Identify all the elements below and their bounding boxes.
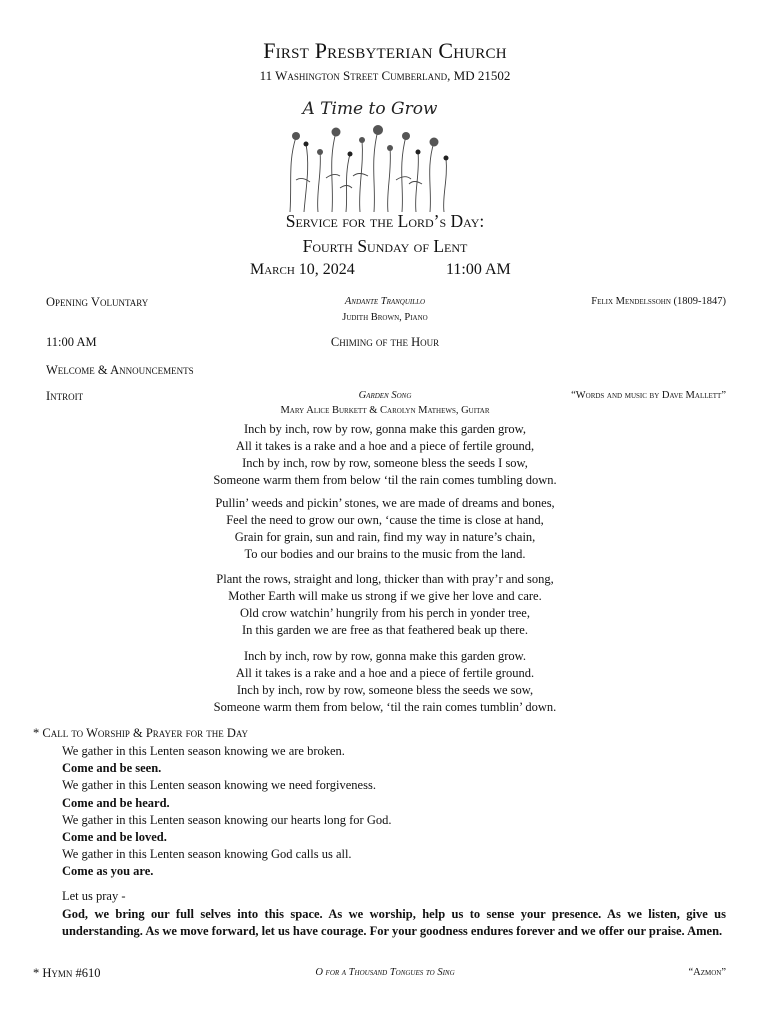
leader-line: We gather in this Lenten season knowing we are broken. xyxy=(62,744,345,758)
hymn-title: O for a Thousand Tongues to Sing xyxy=(315,967,455,978)
people-response: Come and be heard. xyxy=(62,795,170,810)
leader-line: We gather in this Lenten season knowing our hearts long for God. xyxy=(62,812,392,827)
lyric-line: Old crow watchin’ hungrily from his perch in yonder tree, xyxy=(240,606,530,620)
lyric-line: Inch by inch, row by row, gonna make this garden grow. xyxy=(244,649,526,663)
introit-credit: “Words and music by Dave Mallett” xyxy=(571,390,726,401)
call-to-worship-label: * Call to Worship & Prayer for the Day xyxy=(33,726,249,740)
lyrics-verse-1 xyxy=(0,421,770,489)
service-time: 11:00 AM xyxy=(446,261,511,278)
lyric-line: Grain for grain, sun and rain, find my way in nature’s chain, xyxy=(234,530,536,544)
opening-voluntary-piece: Andante Tranquillo xyxy=(344,296,426,307)
opening-voluntary-composer: Felix Mendelssohn (1809-1847) xyxy=(591,296,726,307)
lyric-line: Someone warm them from below ‘til the rain comes tumbling down. xyxy=(213,473,557,487)
people-response: Come and be loved. xyxy=(62,830,167,845)
service-heading-line2: Fourth Sunday of Lent xyxy=(302,236,468,256)
hymn-tune: “Azmon” xyxy=(688,967,726,978)
unison-prayer: God, we bring our full selves into this space. As we worship, help us to sense your presence. As we listen, give us understanding. As we move forward, let us have courage. For your goodness endures forever and we offer our praise. Amen. xyxy=(62,907,726,938)
introit-performers: Mary Alice Burkett & Carolyn Mathews, Guitar xyxy=(280,405,490,416)
lyric-line: Inch by inch, row by row, gonna make this garden grow, xyxy=(244,422,526,436)
lyrics-verse-4 xyxy=(0,648,770,716)
leader-line: We gather in this Lenten season knowing we need forgiveness. xyxy=(62,778,376,793)
church-address: 11 Washington Street Cumberland, MD 21502 xyxy=(259,68,511,83)
lyric-line: All it takes is a rake and a hoe and a piece of fertile ground. xyxy=(235,666,535,680)
flower-emblem-image xyxy=(270,92,470,214)
introit-song-title: Garden Song xyxy=(358,390,412,401)
service-date: March 10, 2024 xyxy=(250,261,355,278)
lyrics-verse-3 xyxy=(0,571,770,639)
opening-voluntary-label: Opening Voluntary xyxy=(46,295,149,309)
lyric-line: Someone warm them from below, ‘til the rain comes tumblin’ down. xyxy=(213,700,557,714)
lyric-line: Pullin’ weeds and pickin’ stones, we are made of dreams and bones, xyxy=(215,496,555,510)
lyric-line: In this garden we are free as that feathered beak up there. xyxy=(242,623,528,637)
hymn-label: * Hymn #610 xyxy=(33,966,101,980)
leader-line: We gather in this Lenten season knowing God calls us all. xyxy=(62,847,352,862)
opening-voluntary-performer: Judith Brown, Piano xyxy=(342,312,428,323)
lyric-line: Mother Earth will make us strong if we give her love and care. xyxy=(228,589,542,603)
lyric-line: Inch by inch, row by row, someone bless the seeds we sow, xyxy=(236,683,534,697)
lyric-line: Inch by inch, row by row, someone bless the seeds I sow, xyxy=(242,456,528,470)
pray-intro: Let us pray - xyxy=(62,889,126,903)
lyric-line: Feel the need to grow our own, ‘cause the time is close at hand, xyxy=(226,513,544,527)
people-response: Come as you are. xyxy=(62,864,154,879)
call-to-worship-litany xyxy=(62,743,391,881)
service-heading-line1: Service for the Lord’s Day: xyxy=(285,211,485,231)
emblem-lettering: A Time to Grow xyxy=(302,99,438,119)
introit-label: Introit xyxy=(46,389,84,403)
welcome-label: Welcome & Announcements xyxy=(46,363,194,377)
lyrics-verse-2 xyxy=(0,495,770,563)
chiming-label: Chiming of the Hour xyxy=(330,335,440,349)
lyric-line: All it takes is a rake and a hoe and a piece of fertile ground, xyxy=(235,439,535,453)
lyric-line: To our bodies and our brains to the music from the land. xyxy=(244,547,526,561)
people-response: Come and be seen. xyxy=(62,761,162,776)
lyric-line: Plant the rows, straight and long, thicker than with pray’r and song, xyxy=(216,572,554,586)
chiming-time: 11:00 AM xyxy=(46,335,97,349)
church-name: First Presbyterian Church xyxy=(263,38,507,63)
